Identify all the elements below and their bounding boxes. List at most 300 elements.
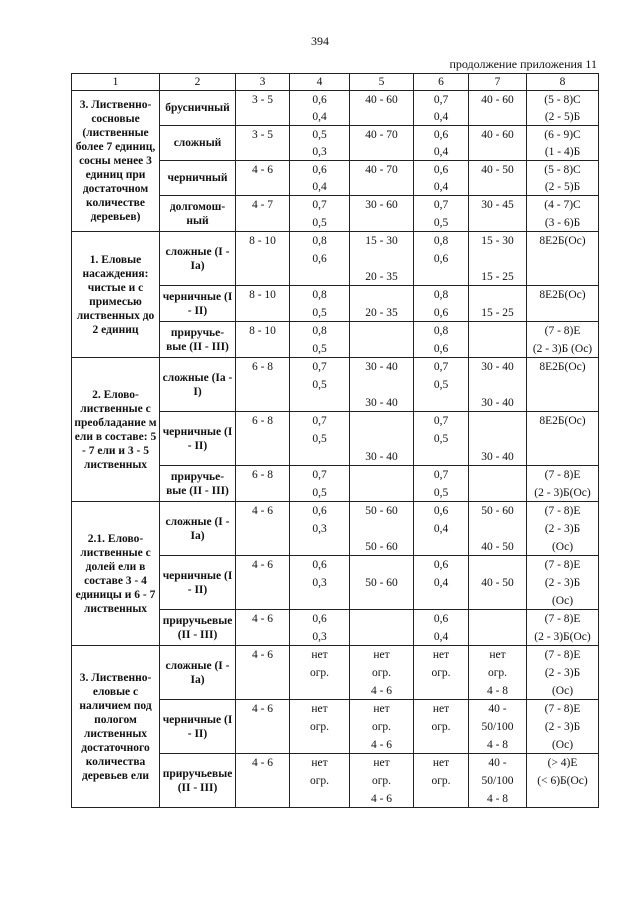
value-stack	[527, 324, 598, 356]
value-line	[469, 432, 526, 446]
value-line: 0,6	[312, 93, 327, 106]
value-stack	[414, 234, 468, 284]
value-cell-c4	[290, 502, 350, 556]
value-cell-c3	[236, 91, 290, 126]
value-line: 6 - 8	[251, 360, 274, 373]
value-line: 8Е2Б(Ос)	[539, 288, 586, 301]
value-line	[350, 432, 413, 446]
value-line	[290, 270, 349, 284]
value-line: 40 - 50	[481, 540, 514, 553]
value-line: 8Е2Б(Ос)	[539, 414, 586, 427]
value-stack	[414, 702, 468, 752]
value-stack	[469, 702, 526, 752]
value-line: огр.	[371, 720, 392, 733]
value-line	[236, 306, 289, 320]
value-cell-c6	[414, 466, 469, 502]
value-line: 4 - 8	[486, 792, 509, 805]
value-cell-c7	[469, 286, 527, 322]
value-stack	[469, 234, 526, 284]
value-line	[527, 450, 598, 464]
value-line: 30 - 60	[365, 198, 398, 211]
value-line	[469, 558, 526, 572]
value-stack	[290, 468, 349, 500]
forest-type-cell: сложные (I - Ia)	[160, 232, 236, 286]
value-cell-c3	[236, 610, 290, 646]
value-line	[469, 612, 526, 626]
value-line: 0,6	[433, 252, 449, 265]
value-line: 0,7	[312, 198, 327, 211]
value-line	[290, 684, 349, 698]
value-line: (2 - 3)Б (Ос)	[532, 342, 593, 355]
value-line: 0,5	[312, 216, 327, 229]
value-line: 4 - 6	[251, 702, 274, 715]
forest-type-cell: брусничный	[160, 91, 236, 126]
value-line: (2 - 3)Б	[544, 522, 581, 535]
value-line: 0,5	[312, 486, 327, 499]
forest-type-cell: черничные (I - II)	[160, 700, 236, 754]
value-line: 0,6	[312, 252, 327, 265]
value-cell-c7	[469, 358, 527, 412]
value-cell-c8	[527, 646, 599, 700]
value-stack	[350, 702, 413, 752]
value-line: (5 - 8)С	[544, 93, 581, 106]
value-line: 4 - 6	[251, 558, 274, 571]
value-line: нет	[311, 702, 328, 715]
value-stack	[469, 93, 526, 124]
value-cell-c8	[527, 556, 599, 610]
value-stack	[469, 324, 526, 356]
value-cell-c6	[414, 161, 469, 196]
value-line: 0,5	[312, 306, 327, 319]
value-line: 50 - 60	[365, 504, 398, 517]
value-line	[290, 594, 349, 608]
value-line	[414, 270, 468, 284]
value-line: 4 - 8	[486, 738, 509, 751]
value-line: нет	[373, 756, 390, 769]
value-cell-c6	[414, 412, 469, 466]
forest-type-cell: приручье-вые (II - III)	[160, 322, 236, 358]
value-stack	[236, 360, 289, 410]
value-cell-c5	[350, 161, 414, 196]
value-cell-c6	[414, 322, 469, 358]
value-line: 0,4	[433, 180, 449, 193]
value-line	[350, 216, 413, 230]
value-cell-c8	[527, 322, 599, 358]
column-header: 6	[414, 74, 469, 91]
value-line: 8 - 10	[249, 288, 276, 301]
value-stack	[290, 648, 349, 698]
value-line: 0,7	[433, 93, 449, 106]
value-line: 8 - 10	[249, 234, 276, 247]
value-stack	[236, 93, 289, 124]
value-line	[236, 522, 289, 536]
value-line: 0,4	[433, 110, 449, 123]
value-stack	[527, 234, 598, 284]
value-stack	[236, 128, 289, 159]
value-cell-c5	[350, 610, 414, 646]
value-line	[469, 630, 526, 644]
value-stack	[527, 128, 598, 159]
value-stack	[236, 558, 289, 608]
value-line: 0,4	[433, 576, 449, 589]
value-line: 0,3	[312, 576, 327, 589]
value-line: 40 -	[488, 702, 507, 715]
forest-type-cell: приручьевые (II - III)	[160, 610, 236, 646]
value-cell-c7	[469, 610, 527, 646]
value-line	[414, 738, 468, 752]
value-line	[236, 450, 289, 464]
value-line	[236, 720, 289, 734]
group-label: 2. Елово-лиственные с преобладание м ели в составе: 5 - 7 ели и 3 - 5 лиственных	[72, 358, 160, 502]
table-row	[72, 646, 599, 700]
value-line: 0,6	[433, 128, 449, 141]
value-cell-c3	[236, 556, 290, 610]
value-cell-c7	[469, 91, 527, 126]
group-label: 3. Лиственно-еловые с наличием под пологом лиственных достаточного количества деревьев ели	[72, 646, 160, 808]
value-line: (Ос)	[551, 738, 574, 751]
value-line: (2 - 5)Б	[544, 180, 581, 193]
value-cell-c8	[527, 126, 599, 161]
value-cell-c8	[527, 610, 599, 646]
value-stack	[290, 198, 349, 230]
value-stack	[350, 288, 413, 320]
value-stack	[350, 198, 413, 230]
value-line: 3 - 5	[251, 93, 274, 106]
value-line: 40 -	[488, 756, 507, 769]
value-cell-c3	[236, 232, 290, 286]
value-line	[527, 792, 598, 806]
forest-type-cell: сложные (Ia - I)	[160, 358, 236, 412]
value-cell-c8	[527, 412, 599, 466]
value-stack	[350, 468, 413, 500]
value-stack	[414, 128, 468, 159]
value-line: 0,4	[312, 180, 327, 193]
value-line: 0,7	[433, 468, 449, 481]
value-stack	[290, 324, 349, 356]
value-line: 0,4	[433, 522, 449, 535]
value-line	[414, 540, 468, 554]
value-line: 0,6	[433, 504, 449, 517]
value-cell-c4	[290, 754, 350, 808]
value-stack	[469, 414, 526, 464]
value-stack	[414, 756, 468, 806]
value-line: 0,6	[312, 504, 327, 517]
table-row	[72, 358, 599, 412]
value-stack	[290, 288, 349, 320]
value-cell-c4	[290, 700, 350, 754]
value-stack	[527, 360, 598, 410]
forest-type-cell: черничные (I - II)	[160, 286, 236, 322]
value-stack	[527, 414, 598, 464]
value-stack	[236, 163, 289, 194]
value-stack	[236, 324, 289, 356]
value-line: (3 - 6)Б	[544, 216, 581, 229]
value-cell-c8	[527, 502, 599, 556]
value-line: 0,4	[312, 110, 327, 123]
value-stack	[290, 163, 349, 194]
value-stack	[290, 702, 349, 752]
value-line	[469, 486, 526, 500]
value-stack	[414, 288, 468, 320]
value-line	[236, 486, 289, 500]
value-line: 0,4	[433, 630, 449, 643]
value-cell-c3	[236, 754, 290, 808]
value-line: 0,5	[312, 378, 327, 391]
value-line: 50 - 60	[481, 504, 514, 517]
value-line: 6 - 8	[251, 414, 274, 427]
value-stack	[290, 360, 349, 410]
value-line: (2 - 3)Б	[544, 666, 581, 679]
value-cell-c5	[350, 754, 414, 808]
value-stack	[527, 558, 598, 608]
value-line	[350, 594, 413, 608]
value-line	[414, 396, 468, 410]
value-line: 30 - 40	[365, 396, 398, 409]
value-line: 20 - 35	[365, 306, 398, 319]
value-line: 50 - 60	[365, 576, 398, 589]
value-line: 0,6	[433, 612, 449, 625]
value-stack	[414, 198, 468, 230]
value-stack	[527, 93, 598, 124]
value-line	[236, 180, 289, 194]
value-line: 30 - 40	[365, 360, 398, 373]
value-cell-c3	[236, 322, 290, 358]
value-stack	[236, 648, 289, 698]
value-line	[236, 774, 289, 788]
value-stack	[290, 93, 349, 124]
value-line	[414, 450, 468, 464]
value-cell-c5	[350, 502, 414, 556]
value-line: (2 - 3)Б	[544, 576, 581, 589]
value-line: (5 - 8)С	[544, 163, 581, 176]
value-cell-c7	[469, 754, 527, 808]
value-line	[469, 594, 526, 608]
value-line: (> 4)Е	[547, 756, 578, 769]
column-header: 1	[72, 74, 160, 91]
value-stack	[414, 163, 468, 194]
value-stack	[414, 648, 468, 698]
value-line	[236, 378, 289, 392]
value-line: 30 - 45	[481, 198, 514, 211]
value-stack	[236, 234, 289, 284]
column-header: 3	[236, 74, 290, 91]
value-line	[469, 414, 526, 428]
value-line	[236, 630, 289, 644]
value-line	[290, 540, 349, 554]
value-line: нет	[489, 648, 506, 661]
value-line	[350, 110, 413, 124]
value-cell-c6	[414, 91, 469, 126]
value-cell-c6	[414, 646, 469, 700]
value-line: 0,5	[312, 342, 327, 355]
value-cell-c3	[236, 466, 290, 502]
value-cell-c6	[414, 286, 469, 322]
value-line: огр.	[309, 666, 330, 679]
value-cell-c8	[527, 358, 599, 412]
forest-type-cell: долгомош-ный	[160, 196, 236, 232]
value-line: 0,6	[312, 558, 327, 571]
value-cell-c7	[469, 646, 527, 700]
value-line: нет	[311, 756, 328, 769]
table-row	[72, 502, 599, 556]
value-cell-c6	[414, 196, 469, 232]
value-cell-c5	[350, 126, 414, 161]
value-line	[527, 378, 598, 392]
value-cell-c7	[469, 196, 527, 232]
value-line: нет	[432, 702, 450, 715]
value-line	[236, 792, 289, 806]
value-cell-c8	[527, 700, 599, 754]
value-cell-c3	[236, 286, 290, 322]
value-line: 0,5	[312, 432, 327, 445]
value-line: 40 - 60	[481, 93, 514, 106]
value-line: (7 - 8)Е	[544, 558, 581, 571]
value-line: 0,8	[433, 288, 449, 301]
value-cell-c8	[527, 286, 599, 322]
value-line: 0,5	[433, 486, 449, 499]
value-line: 0,8	[433, 324, 449, 337]
value-stack	[236, 612, 289, 644]
forest-type-cell: черничные (I - II)	[160, 412, 236, 466]
value-line	[350, 522, 413, 536]
value-line: 4 - 6	[251, 504, 274, 517]
value-line: 0,7	[433, 360, 449, 373]
value-cell-c7	[469, 412, 527, 466]
value-line: (7 - 8)Е	[544, 702, 581, 715]
value-line: (6 - 9)С	[544, 128, 581, 141]
value-line	[527, 252, 598, 266]
value-line: (7 - 8)Е	[544, 648, 581, 661]
value-cell-c7	[469, 466, 527, 502]
value-cell-c5	[350, 196, 414, 232]
value-line: 0,3	[312, 522, 327, 535]
forest-type-cell: черничные (I - II)	[160, 556, 236, 610]
value-cell-c5	[350, 412, 414, 466]
data-table	[71, 73, 599, 808]
value-cell-c7	[469, 126, 527, 161]
value-cell-c4	[290, 196, 350, 232]
header-row	[72, 74, 599, 91]
continuation-note: продолжение приложения 11	[449, 57, 597, 71]
value-stack	[527, 504, 598, 554]
value-line	[469, 378, 526, 392]
page-number: 394	[311, 34, 329, 48]
value-line: 0,7	[312, 360, 327, 373]
value-line: 40 - 60	[365, 93, 398, 106]
value-line	[527, 396, 598, 410]
value-line: (Ос)	[551, 540, 574, 553]
value-line: 30 - 40	[481, 396, 514, 409]
value-line	[414, 684, 468, 698]
value-line	[236, 270, 289, 284]
value-line	[290, 450, 349, 464]
value-stack	[290, 504, 349, 554]
value-stack	[414, 468, 468, 500]
value-line: 0,5	[433, 216, 449, 229]
value-stack	[290, 558, 349, 608]
value-line: 50/100	[481, 774, 514, 787]
value-line: 30 - 40	[365, 450, 398, 463]
value-stack	[527, 702, 598, 752]
value-line: 8 - 10	[249, 324, 276, 337]
value-cell-c3	[236, 358, 290, 412]
value-line	[527, 270, 598, 284]
value-cell-c8	[527, 196, 599, 232]
value-cell-c4	[290, 322, 350, 358]
value-cell-c7	[469, 322, 527, 358]
value-line: 0,7	[312, 414, 327, 427]
value-stack	[290, 414, 349, 464]
value-line	[236, 540, 289, 554]
value-cell-c6	[414, 358, 469, 412]
value-cell-c7	[469, 556, 527, 610]
group-label: 1. Еловые насаждения: чистые и с примесью лиственных до 2 единиц	[72, 232, 160, 358]
value-stack	[469, 558, 526, 608]
value-line	[350, 630, 413, 644]
value-stack	[469, 648, 526, 698]
value-line: 30 - 40	[481, 450, 514, 463]
value-line: 50/100	[481, 720, 514, 733]
value-line	[469, 180, 526, 194]
value-stack	[290, 756, 349, 806]
value-stack	[527, 468, 598, 500]
value-line: нет	[432, 756, 450, 769]
value-line	[236, 738, 289, 752]
value-stack	[350, 234, 413, 284]
value-line	[469, 522, 526, 536]
value-line: 0,8	[312, 324, 327, 337]
value-line	[236, 145, 289, 159]
value-line: 4 - 6	[251, 648, 274, 661]
value-cell-c4	[290, 161, 350, 196]
value-line: 0,3	[312, 630, 327, 643]
value-line: 4 - 6	[251, 756, 274, 769]
value-line: 0,8	[312, 288, 327, 301]
value-line	[350, 468, 413, 482]
value-line: нет	[311, 648, 328, 661]
column-header: 4	[290, 74, 350, 91]
forest-type-cell: приручьевые (II - III)	[160, 754, 236, 808]
value-cell-c6	[414, 502, 469, 556]
value-line: нет	[373, 702, 390, 715]
value-stack	[527, 198, 598, 230]
value-line: 0,7	[433, 198, 449, 211]
value-stack	[414, 504, 468, 554]
value-stack	[469, 756, 526, 806]
value-line: нет	[373, 648, 390, 661]
value-stack	[236, 288, 289, 320]
value-stack	[350, 360, 413, 410]
value-cell-c5	[350, 646, 414, 700]
value-cell-c4	[290, 232, 350, 286]
value-cell-c5	[350, 232, 414, 286]
value-stack	[290, 128, 349, 159]
column-header: 7	[469, 74, 527, 91]
value-line: 50 - 60	[365, 540, 398, 553]
value-cell-c6	[414, 700, 469, 754]
value-line: огр.	[431, 774, 451, 787]
value-cell-c7	[469, 502, 527, 556]
value-line	[290, 738, 349, 752]
value-line	[350, 288, 413, 302]
value-cell-c3	[236, 646, 290, 700]
value-cell-c5	[350, 358, 414, 412]
value-line: 15 - 25	[481, 270, 514, 283]
value-stack	[469, 288, 526, 320]
forest-type-cell: сложный	[160, 126, 236, 161]
value-line: (2 - 5)Б	[544, 110, 581, 123]
value-cell-c7	[469, 232, 527, 286]
